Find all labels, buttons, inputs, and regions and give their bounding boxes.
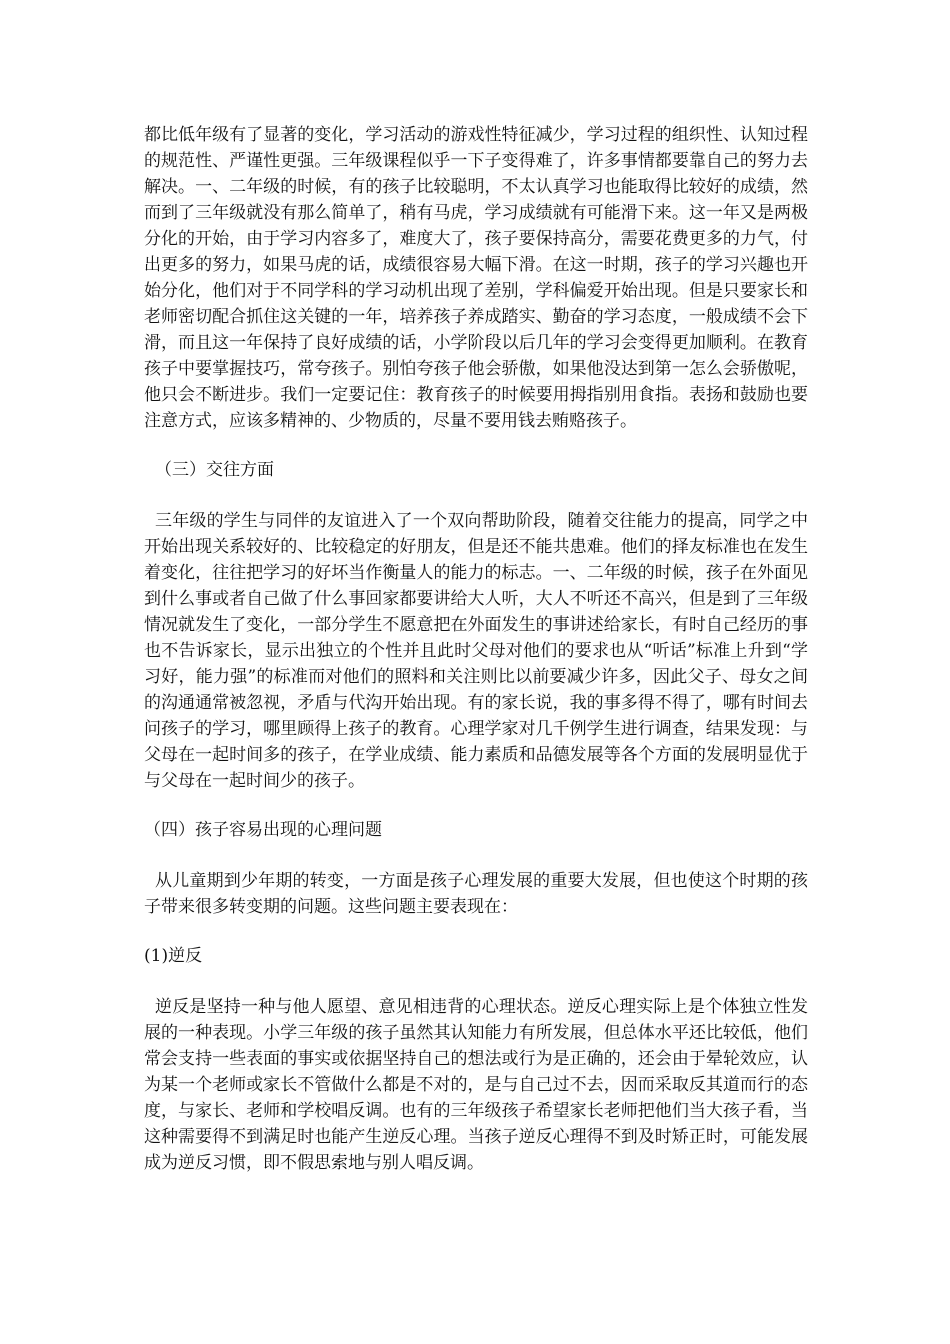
paragraph-transition-period: 从儿童期到少年期的转变，一方面是孩子心理发展的重要大发展，但也使这个时期的孩子带来很多转变期的问题。这些问题主要表现在： xyxy=(144,871,808,917)
subsection-heading-rebellion: (1)逆反 xyxy=(144,946,203,966)
section-heading-psychological-issues: （四）孩子容易出现的心理问题 xyxy=(144,820,382,840)
document-body xyxy=(144,122,808,1176)
paragraph-rebellion: 逆反是坚持一种与他人愿望、意见相违背的心理状态。逆反心理实际上是个体独立性发展的一种表现。小学三年级的孩子虽然其认知能力有所发展，但总体水平还比较低，他们常会支持一些表面的事实或依据坚持自己的想法或行为是正确的，还会由于晕轮效应，认为某一个老师或家长不管做什么都是不对的，是与自己过不去，因而采取反其道而行的态度，与家长、老师和学校唱反调。也有的三年级孩子希望家长老师把他们当大孩子看，当这种需要得不到满足时也能产生逆反心理。当孩子逆反心理得不到及时矫正时，可能发展成为逆反习惯，即不假思索地与别人唱反调。 xyxy=(144,997,808,1173)
paragraph-learning-changes: 都比低年级有了显著的变化，学习活动的游戏性特征减少，学习过程的组织性、认知过程的规范性、严谨性更强。三年级课程似乎一下子变得难了，许多事情都要靠自己的努力去解决。一、二年级的时候，有的孩子比较聪明，不太认真学习也能取得比较好的成绩，然而到了三年级就没有那么简单了，稍有马虎，学习成绩就有可能滑下来。这一年又是两极分化的开始，由于学习内容多了，难度大了，孩子要保持高分，需要花费更多的力气，付出更多的努力，如果马虎的话，成绩很容易大幅下滑。在这一时期，孩子的学习兴趣也开始分化，他们对于不同学科的学习动机出现了差别，学科偏爱开始出现。但是只要家长和老师密切配合抓住这关键的一年，培养孩子养成踏实、勤奋的学习态度，一般成绩不会下滑，而且这一年保持了良好成绩的话，小学阶段以后几年的学习会变得更加顺利。在教育孩子中要掌握技巧，常夸孩子。别怕夸孩子他会骄傲，如果他没达到第一怎么会骄傲呢，他只会不断进步。我们一定要记住：教育孩子的时候要用拇指别用食指。表扬和鼓励也要注意方式，应该多精神的、少物质的，尽量不要用钱去贿赂孩子。 xyxy=(144,125,808,431)
section-heading-social: （三）交往方面 xyxy=(155,460,274,480)
paragraph-social-development: 三年级的学生与同伴的友谊进入了一个双向帮助阶段，随着交往能力的提高，同学之中开始出现关系较好的、比较稳定的好朋友，但是还不能共患难。他们的择友标准也在发生着变化，往往把学习的好坏当作衡量人的能力的标志。一、二年级的时候，孩子在外面见到什么事或者自己做了什么事回家都要讲给大人听，大人不听还不高兴，但是到了三年级情况就发生了变化，一部分学生不愿意把在外面发生的事讲述给家长，有时自己经历的事也不告诉家长，显示出独立的个性并且此时父母对他们的要求也从“听话”标准上升到“学习好，能力强”的标准而对他们的照料和关注则比以前要减少许多，因此父子、母女之间的沟通通常被忽视，矛盾与代沟开始出现。有的家长说，我的事多得不得了，哪有时间去问孩子的学习，哪里顾得上孩子的教育。心理学家对几千例学生进行调查，结果发现：与父母在一起时间多的孩子，在学业成绩、能力素质和品德发展等各个方面的发展明显优于与父母在一起时间少的孩子。 xyxy=(144,511,808,791)
